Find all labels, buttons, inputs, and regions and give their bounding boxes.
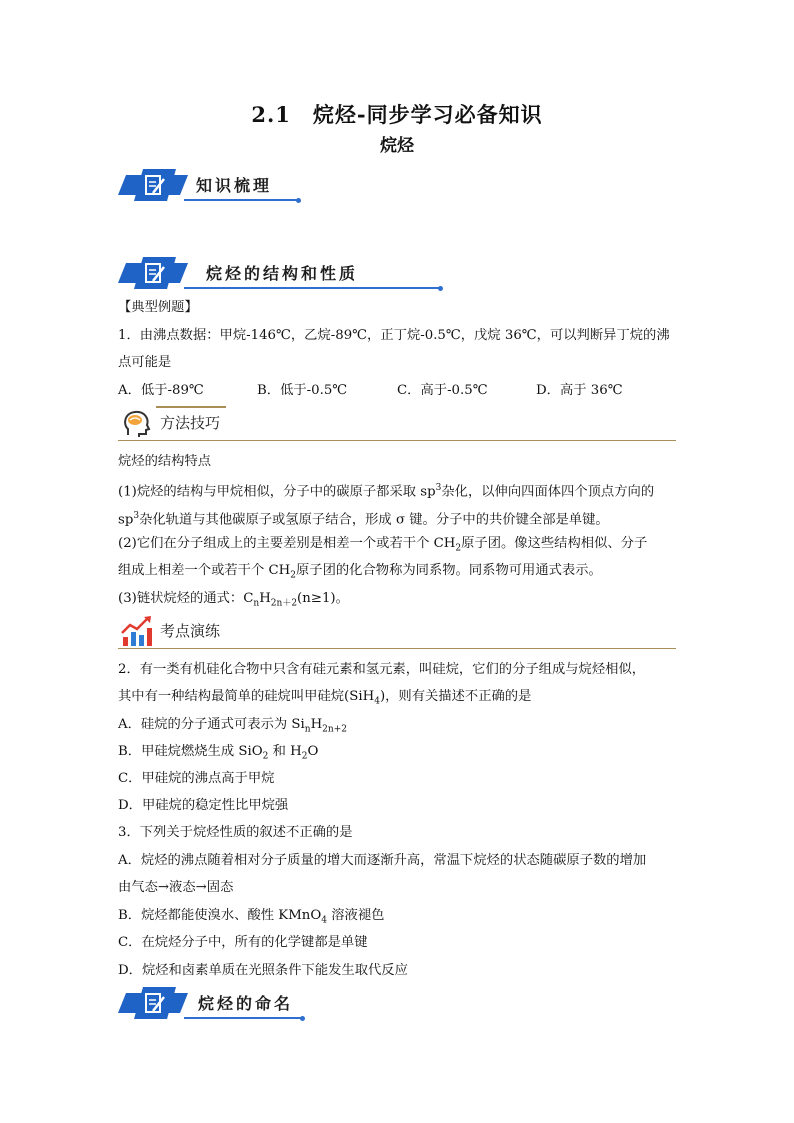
head-thinking-icon: [120, 407, 152, 439]
q2-option-d: D．甲硅烷的稳定性比甲烷强: [118, 798, 289, 813]
q3-option-b: B．烷烃都能使溴水、酸性 KMnO$_4$ 溶液褪色: [118, 908, 385, 926]
banner-underline: [184, 199, 298, 201]
header-rule: [118, 440, 676, 442]
method-header-label: 方法技巧: [160, 414, 221, 432]
example-tag: 【典型例题】: [118, 300, 198, 315]
q3-stem: 3．下列关于烷烃性质的叙述不正确的是: [118, 825, 353, 840]
q1-option-c: C．高于-0.5℃: [397, 383, 488, 398]
method-point-1: (1)烷烃的结构与甲烷相似，分子中的碳原子都采取 $sp^3$杂化，以伸向四面体四个顶点方向的: [118, 483, 655, 500]
q3-option-c: C．在烷烃分子中，所有的化学键都是单键: [118, 935, 368, 950]
q2-option-c: C．甲硅烷的沸点高于甲烷: [118, 771, 275, 786]
notebook-pen-icon: [134, 987, 176, 1019]
practice-header-label: 考点演练: [160, 622, 221, 640]
q1-options: [118, 382, 678, 399]
q2-stem-line2: 其中有一种结构最简单的硅烷叫甲硅烷(SiH$_4$)，则有关描述不正确的是: [118, 689, 532, 707]
rising-chart-icon: [120, 615, 154, 647]
q3-option-a-line2: 由气态→液态→固态: [118, 880, 234, 895]
notebook-pen-icon: [134, 257, 176, 289]
section-title: 烷烃的结构和性质: [206, 264, 359, 283]
method-point-1-cont: $sp^3$杂化轨道与其他碳原子或氢原子结合，形成 σ 键。分子中的共价键全部是单键。: [118, 511, 609, 528]
header-top-rule: [156, 406, 226, 408]
banner-dot: [438, 286, 443, 291]
method-point-2: (2)它们在分子组成上的主要差别是相差一个或若干个 $CH_2$原子团。像这些结构相似、分子: [118, 536, 648, 554]
q2-option-b: B．甲硅烷燃烧生成 SiO$_2$ 和 $H_2O$: [118, 744, 319, 762]
q2-option-a: A．硅烷的分子通式可表示为 $Si_nH_{2n+2}$: [118, 717, 347, 735]
method-header: [118, 405, 676, 441]
header-rule: [118, 648, 676, 650]
page-title: 2.1 烷烃-同步学习必备知识: [251, 102, 543, 127]
q1-option-a: A．低于-89℃: [118, 383, 204, 398]
q1-option-d: D．高于 36℃: [536, 383, 623, 398]
q2-stem-line1: 2．有一类有机硅化合物中只含有硅元素和氢元素，叫硅烷，它们的分子组成与烷烃相似，: [118, 662, 646, 677]
banner-underline: [184, 1017, 302, 1019]
banner-dot: [296, 198, 301, 203]
section-title: 知识梳理: [196, 176, 273, 195]
section-banner-structure: [118, 257, 446, 291]
q3-option-a-line1: A．烷烃的沸点随着相对分子质量的增大而逐渐升高，常温下烷烃的状态随碳原子数的增加: [118, 853, 647, 868]
practice-header: [118, 613, 676, 649]
page-subtitle: 烷烃: [380, 136, 414, 156]
section-banner-knowledge: [118, 169, 303, 203]
banner-underline: [184, 287, 440, 289]
q3-option-d: D．烷烃和卤素单质在光照条件下能发生取代反应: [118, 963, 408, 978]
method-point-3: (3)链状烷烃的通式：$C_nH_{2n+2}(n\ge 1)$。: [118, 591, 349, 609]
method-heading: 烷烃的结构特点: [118, 454, 212, 469]
section-banner-naming: [118, 987, 308, 1021]
method-point-2-cont: 组成上相差一个或若干个 $CH_2$原子团的化合物称为同系物。同系物可用通式表示。: [118, 563, 602, 581]
q1-option-b: B．低于-0.5℃: [257, 383, 348, 398]
banner-dot: [300, 1016, 305, 1021]
q1-stem-line1: 1．由沸点数据：甲烷-146℃，乙烷-89℃，正丁烷-0.5℃，戊烷 36℃，可以判断异丁烷的沸: [118, 328, 670, 343]
q1-stem-line2: 点可能是: [118, 355, 172, 370]
section-title: 烷烃的命名: [198, 994, 294, 1013]
notebook-pen-icon: [134, 169, 176, 201]
